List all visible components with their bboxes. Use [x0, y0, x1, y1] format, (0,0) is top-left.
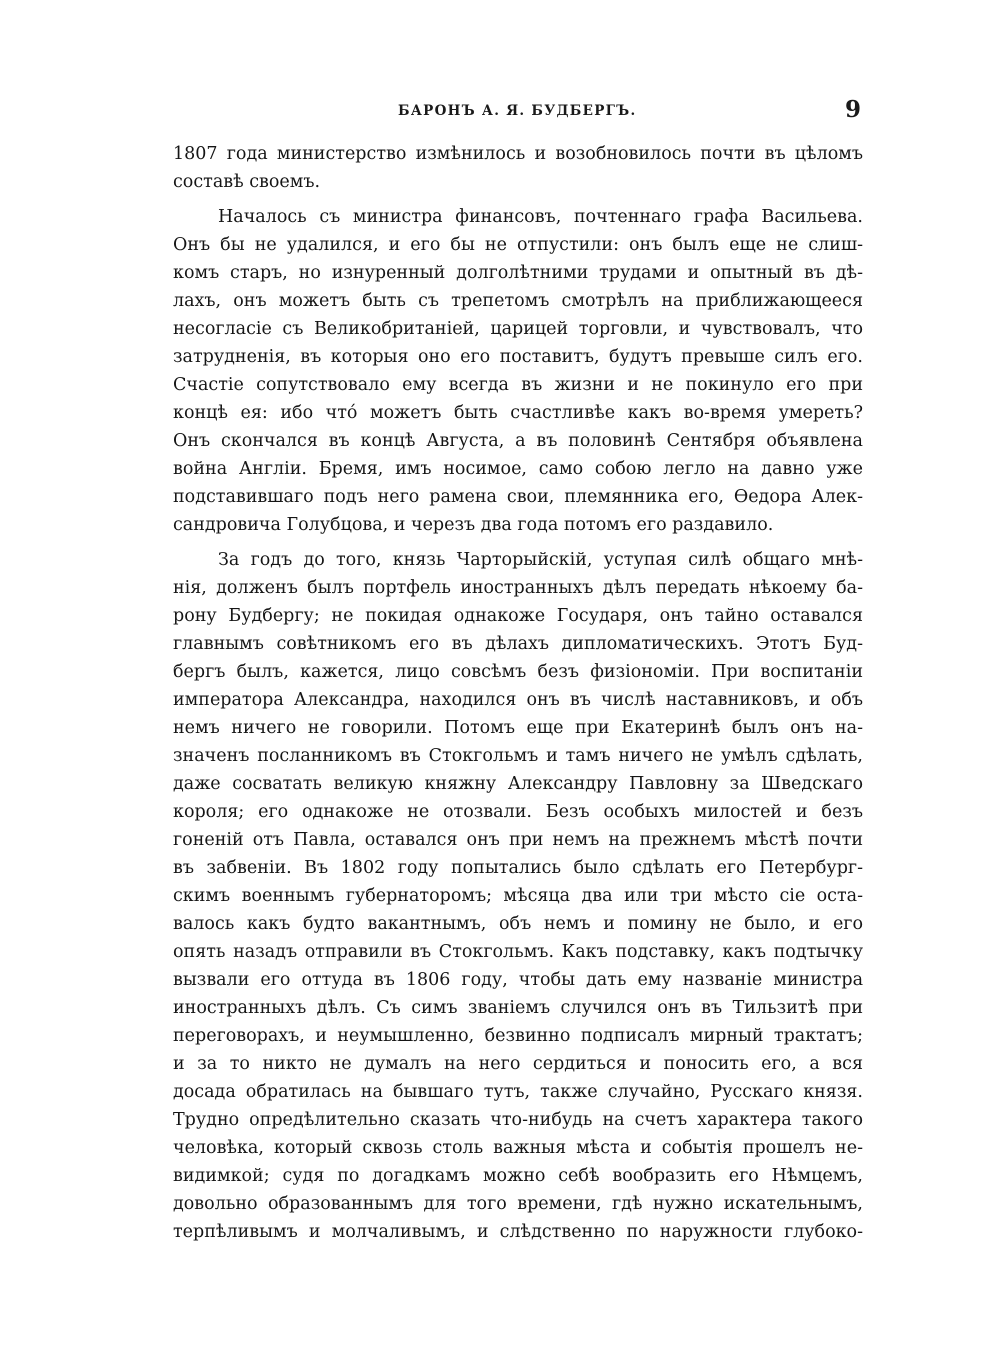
text-line: составѣ своемъ.	[173, 172, 321, 192]
text-line: несогласіе съ Великобританіей, царицей торговли, и чувствовалъ, что	[173, 319, 863, 339]
text-line: терпѣливымъ и молчаливымъ, и слѣдственно по наружности глубоко-	[173, 1222, 863, 1242]
text-line: и за то никто не думалъ на него сердиться и поносить его, а вся	[173, 1054, 863, 1074]
text-line: значенъ посланникомъ въ Стокгольмъ и тамъ ничего не умѣлъ сдѣлать,	[173, 746, 863, 766]
text-line: въ забвеніи. Въ 1802 году попытались было сдѣлать его Петербург-	[173, 858, 863, 878]
text-line: немъ ничего не говорили. Потомъ еще при Екатеринѣ былъ онъ на-	[173, 718, 863, 738]
text-line: Онъ бы не удалился, и его бы не отпустили: онъ былъ еще не слиш-	[173, 235, 863, 255]
text-line: валось какъ будто вакантнымъ, объ немъ и помину не было, и его	[173, 914, 863, 934]
text-line: Трудно опредѣлительно сказать что-нибудь на счетъ характера такого	[173, 1110, 863, 1130]
text-line: скимъ военнымъ губернаторомъ; мѣсяца два или три мѣсто сіе оста-	[173, 886, 863, 906]
text-line: Онъ скончался въ концѣ Августа, а въ половинѣ Сентября объявлена	[173, 431, 863, 451]
text-line: 1807 года министерство измѣнилось и возобновилось почти въ цѣломъ	[173, 144, 863, 164]
text-line: короля; его однакоже не отозвали. Безъ особыхъ милостей и безъ	[173, 802, 863, 822]
text-line: лахъ, онъ можетъ быть съ трепетомъ смотрѣлъ на приближающееся	[173, 291, 863, 311]
text-line: нія, долженъ былъ портфель иностранныхъ дѣлъ передать нѣкоему ба-	[173, 578, 863, 598]
text-line: бергъ былъ, кажется, лицо совсѣмъ безъ физіономіи. При воспитаніи	[173, 662, 863, 682]
text-line: концѣ ея: ибо что́ можетъ быть счастливѣе какъ во-время умереть?	[173, 403, 863, 423]
page-number: 9	[845, 96, 862, 123]
text-line: затрудненія, въ которыя оно его поставитъ, будутъ превыше силъ его.	[173, 347, 863, 367]
text-line: довольно образованнымъ для того времени, гдѣ нужно искательнымъ,	[173, 1194, 863, 1214]
text-line: гоненій отъ Павла, оставался онъ при немъ на прежнемъ мѣстѣ почти	[173, 830, 863, 850]
text-line: переговорахъ, и неумышленно, безвинно подписалъ мирный трактатъ;	[173, 1026, 863, 1046]
text-line: опять назадъ отправили въ Стокгольмъ. Какъ подставку, какъ подтычку	[173, 942, 863, 962]
text-line: досада обратилась на бывшаго тутъ, также случайно, Русскаго князя.	[173, 1082, 863, 1102]
text-line: человѣка, который сквозь столь важныя мѣста и событія прошелъ не-	[173, 1138, 863, 1158]
text-line: видимкой; судя по догадкамъ можно себѣ вообразить его Нѣмцемъ,	[173, 1166, 863, 1186]
text-line: главнымъ совѣтникомъ его въ дѣлахъ дипломатическихъ. Этотъ Буд-	[173, 634, 863, 654]
text-line: рону Будбергу; не покидая однакоже Государя, онъ тайно оставался	[173, 606, 863, 626]
text-line: подставившаго подъ него рамена свои, племянника его, Ѳедора Алек-	[173, 487, 863, 507]
text-line: даже сосватать великую княжну Александру Павловну за Шведскаго	[173, 774, 863, 794]
text-line: война Англіи. Бремя, имъ носимое, само собою легло на давно уже	[173, 459, 863, 479]
text-line: сандровича Голубцова, и черезъ два года потомъ его раздавило.	[173, 515, 774, 535]
running-title: БАРОНЪ А. Я. БУДБЕРГЪ.	[398, 103, 637, 119]
text-line: Счастіе сопутствовало ему всегда въ жизни и не покинуло его при	[173, 375, 863, 395]
text-line: Началось съ министра финансовъ, почтеннаго графа Васильева.	[218, 207, 863, 227]
text-line: императора Александра, находился онъ въ числѣ наставниковъ, и объ	[173, 690, 863, 710]
text-line: За годъ до того, князь Чарторыйскій, уступая силѣ общаго мнѣ-	[218, 550, 863, 570]
text-line: вызвали его оттуда въ 1806 году, чтобы дать ему названіе министра	[173, 970, 863, 990]
text-line: комъ старъ, но изнуренный долголѣтними трудами и опытный въ дѣ-	[173, 263, 863, 283]
text-line: иностранныхъ дѣлъ. Съ симъ званіемъ случился онъ въ Тильзитѣ при	[173, 998, 863, 1018]
